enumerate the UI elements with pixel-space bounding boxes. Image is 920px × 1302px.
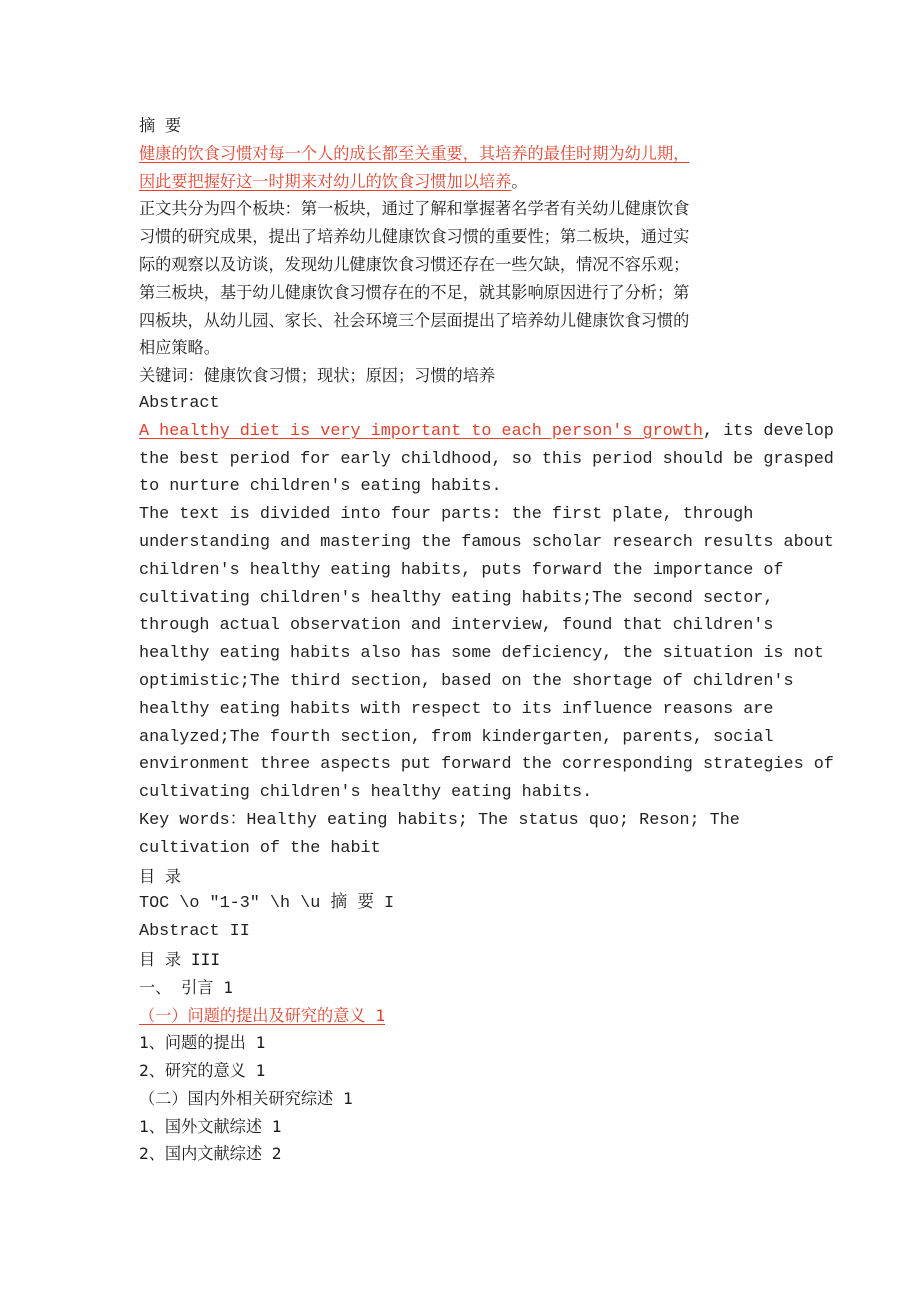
- abstract-en-first-line: [139, 418, 834, 446]
- abstract-en-line: optimistic;The third section, based on the shortage of children's: [139, 671, 794, 691]
- abstract-cn-body-line: 相应策略。: [139, 338, 220, 358]
- abstract-cn-body-line: 正文共分为四个板块：第一板块，通过了解和掌握著名学者有关幼儿健康饮食: [139, 199, 690, 219]
- highlighted-text: （一）问题的提出及研究的意义 1: [139, 1005, 386, 1025]
- toc-entry[interactable]: 2、国内文献综述 2: [139, 1144, 282, 1164]
- abstract-cn-body-line: 习惯的研究成果，提出了培养幼儿健康饮食习惯的重要性；第二板块，通过实: [139, 227, 690, 247]
- highlighted-text: A healthy diet is very important to each person's growth: [139, 421, 703, 441]
- toc-entry[interactable]: 1、国外文献综述 1: [139, 1116, 282, 1136]
- abstract-en-line: healthy eating habits also has some deficiency, the situation is not: [139, 644, 824, 664]
- abstract-cn-keywords: 关键词：健康饮食习惯；现状；原因；习惯的培养: [139, 366, 496, 386]
- abstract-en-line: cultivating children's healthy eating habits;The second sector,: [139, 588, 774, 608]
- abstract-en-line: children's healthy eating habits, puts forward the importance of: [139, 560, 784, 580]
- toc-entry[interactable]: 目 录 III: [139, 949, 221, 969]
- abstract-en-line: The text is divided into four parts: the first plate, through: [139, 505, 754, 525]
- abstract-en-heading: Abstract: [139, 393, 220, 413]
- abstract-en-line: analyzed;The fourth section, from kindergarten, parents, social: [139, 727, 774, 747]
- highlighted-text: 健康的饮食习惯对每一个人的成长都至关重要，其培养的最佳时期为幼儿期，: [139, 143, 690, 163]
- abstract-en-line: environment three aspects put forward the corresponding strategies of: [139, 755, 834, 775]
- toc-field-code: TOC \o "1-3" \h \u 摘 要 I: [139, 894, 395, 914]
- toc-entry[interactable]: Abstract II: [139, 922, 250, 942]
- toc-entry[interactable]: （二）国内外相关研究综述 1: [139, 1088, 353, 1108]
- abstract-en-line: the best period for early childhood, so this period should be grasped: [139, 449, 834, 469]
- abstract-cn-body-line: 第三板块，基于幼儿健康饮食习惯存在的不足，就其影响原因进行了分析；第: [139, 282, 690, 302]
- abstract-cn-highlight-line-1: [139, 140, 789, 168]
- highlighted-text: 因此要把握好这一时期来对幼儿的饮食习惯加以培养: [139, 171, 512, 191]
- toc-entry[interactable]: 一、 引言 1: [139, 977, 233, 997]
- abstract-en-line: cultivating children's healthy eating habits.: [139, 783, 593, 803]
- abstract-en-keywords: Key words：Healthy eating habits; The status quo; Reson; The: [139, 810, 740, 830]
- abstract-cn-highlight-line-2: [139, 168, 789, 196]
- toc-heading: 目 录: [139, 866, 182, 886]
- abstract-en-first-rest: , its develop: [702, 421, 834, 441]
- document-page: [139, 112, 834, 1168]
- highlight-end-punctuation: 。: [511, 171, 528, 191]
- abstract-en-line: to nurture children's eating habits.: [139, 477, 502, 497]
- toc-entry[interactable]: 2、研究的意义 1: [139, 1061, 266, 1081]
- abstract-en-line: through actual observation and interview, found that children's: [139, 616, 774, 636]
- abstract-cn-body-line: 四板块，从幼儿园、家长、社会环境三个层面提出了培养幼儿健康饮食习惯的: [139, 310, 690, 330]
- abstract-en-line: understanding and mastering the famous scholar research results about: [139, 532, 834, 552]
- abstract-cn-body-line: 际的观察以及访谈，发现幼儿健康饮食习惯还存在一些欠缺，情况不容乐观；: [139, 254, 690, 274]
- abstract-en-line: healthy eating habits with respect to its influence reasons are: [139, 699, 774, 719]
- toc-entry-highlighted[interactable]: [139, 1002, 789, 1030]
- abstract-en-keywords: cultivation of the habit: [139, 838, 381, 858]
- abstract-cn-heading: 摘 要: [139, 116, 182, 135]
- toc-entry[interactable]: 1、问题的提出 1: [139, 1033, 266, 1053]
